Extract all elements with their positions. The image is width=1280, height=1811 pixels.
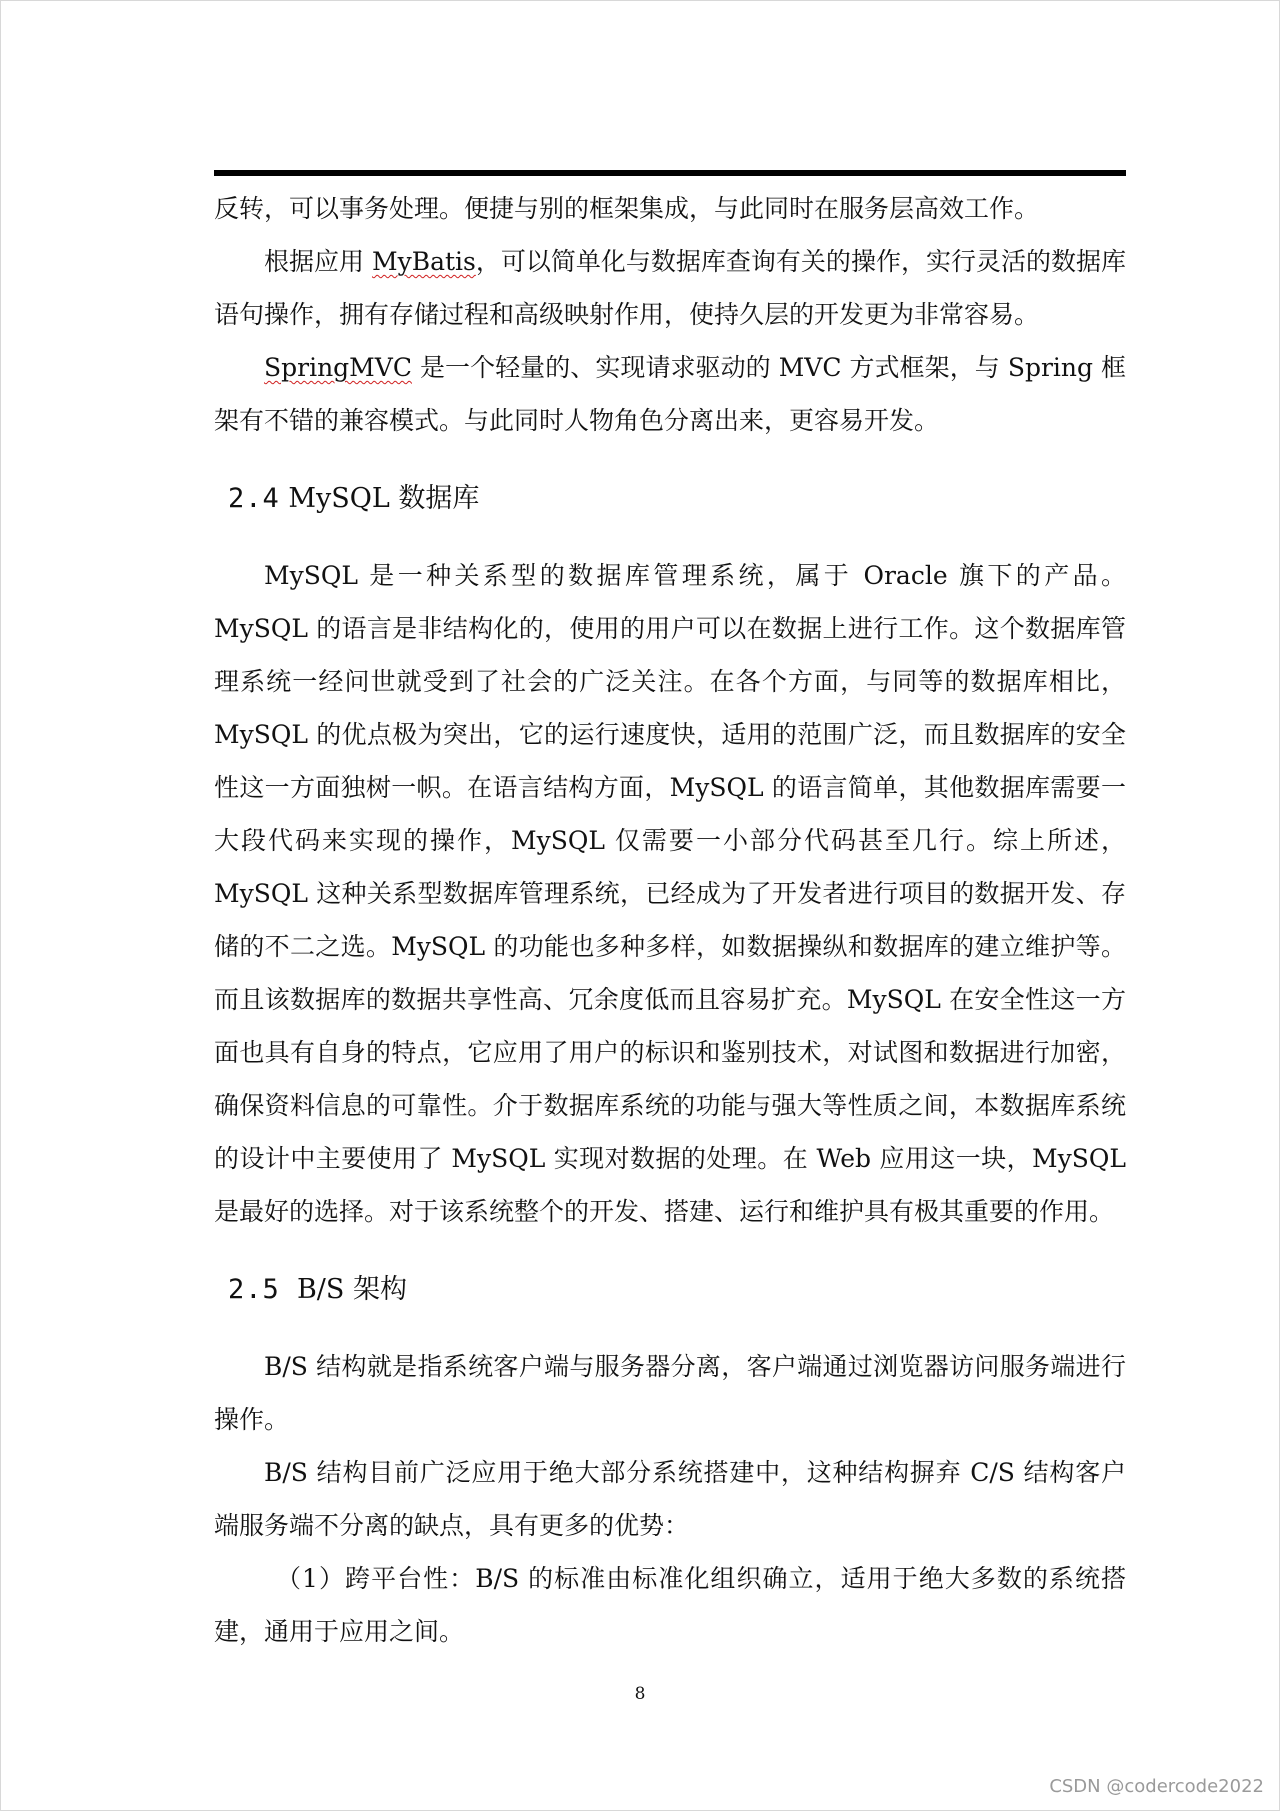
springmvc-text-after: 是一个轻量的、实现请求驱动的 MVC 方式框架，与 Spring 框架有不错的兼容模式。与此同时人物角色分离出来，更容易开发。 (214, 353, 1126, 435)
mybatis-text-after: ，可以简单化与数据库查询有关的操作，实行灵活的数据库语句操作，拥有存储过程和高级映射作用，使持久层的开发更为非常容易。 (214, 247, 1126, 329)
section-title-2-4: MySQL 数据库 (288, 483, 480, 514)
paragraph-mysql: MySQL 是一种关系型的数据库管理系统，属于 Oracle 旗下的产品。MySQL 的语言是非结构化的，使用的用户可以在数据上进行工作。这个数据库管理系统一经问世就受到了社会的广泛关注。在各个方面，与同等的数据库相比，MySQL 的优点极为突出，它的运行速度快，适用的范围广泛，而且数据库的安全性这一方面独树一帜。在语言结构方面，MySQL 的语言简单，其他数据库需要一大段代码来实现的操作，MySQL 仅需要一小部分代码甚至几行。综上所述，MySQL 这种关系型数据库管理系统，已经成为了开发者进行项目的数据开发、存储的不二之选。MySQL 的功能也多种多样，如数据操纵和数据库的建立维护等。而且该数据库的数据共享性高、冗余度低而且容易扩充。MySQL 在安全性这一方面也具有自身的特点，它应用了用户的标识和鉴别技术，对试图和数据进行加密，确保资料信息的可靠性。介于数据库系统的功能与强大等性质之间，本数据库系统的设计中主要使用了 MySQL 实现对数据的处理。在 Web 应用这一块，MySQL 是最好的选择。对于该系统整个的开发、搭建、运行和维护具有极其重要的作用。 (214, 561, 1126, 1226)
springmvc-term: SpringMVC (264, 353, 412, 382)
paragraph-bs-intro: B/S 结构就是指系统客户端与服务器分离，客户端通过浏览器访问服务端进行操作。 (214, 1352, 1126, 1434)
paragraph-bs-cross-platform: （1）跨平台性：B/S 的标准由标准化组织确立，适用于绝大多数的系统搭建，通用于应用之间。 (214, 1564, 1126, 1646)
paragraph-bs-advantages: B/S 结构目前广泛应用于绝大部分系统搭建中，这种结构摒弃 C/S 结构客户端服务端不分离的缺点，具有更多的优势： (214, 1458, 1126, 1540)
paragraph-continuation: 反转，可以事务处理。便捷与别的框架集成，与此同时在服务层高效工作。 (214, 194, 1040, 223)
section-heading-2-4 (214, 459, 1126, 539)
mybatis-term: MyBatis (371, 247, 476, 276)
paragraph-mybatis (214, 235, 1126, 341)
page-number: 8 (634, 1684, 646, 1704)
section-title-2-5: B/S 架构 (296, 1274, 407, 1305)
section-number-2-4: 2.4 (228, 483, 280, 514)
csdn-watermark: CSDN @codercode2022 (1049, 1776, 1264, 1797)
section-heading-2-5 (214, 1250, 1126, 1330)
paragraph-springmvc (214, 341, 1126, 447)
header-rule (214, 170, 1126, 176)
page-content (214, 182, 1126, 1658)
section-number-2-5: 2.5 (228, 1274, 280, 1305)
mybatis-text-before: 根据应用 (264, 247, 372, 276)
